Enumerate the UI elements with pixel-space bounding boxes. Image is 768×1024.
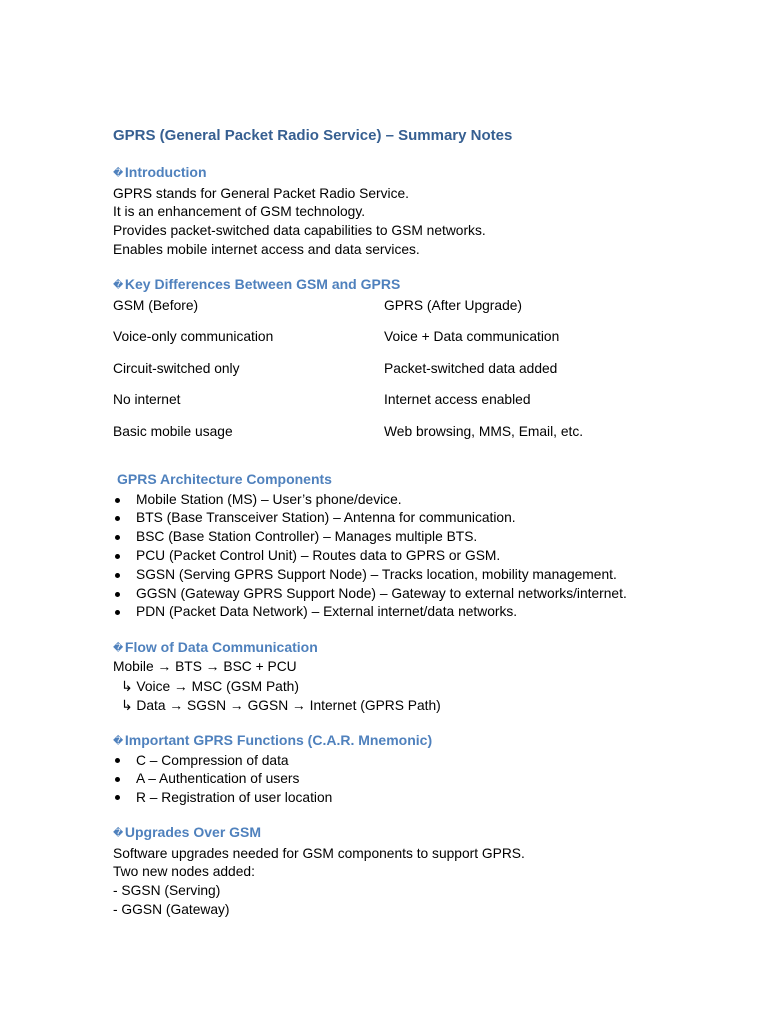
list-item: [113, 603, 733, 622]
missing-glyph-icon: �: [113, 280, 124, 291]
paragraph-line: GPRS stands for General Packet Radio Service.: [113, 185, 409, 201]
section-heading-text: Introduction: [121, 164, 207, 180]
table-header-gsm: GSM (Before): [113, 297, 199, 313]
table-header-row: [113, 297, 733, 329]
list-item: [113, 491, 733, 510]
comparison-table: [113, 297, 733, 455]
section-heading: [113, 822, 733, 842]
bullet-icon: [115, 795, 120, 800]
list-item: [113, 752, 733, 771]
list-item-text: SGSN (Serving GPRS Support Node) – Tracks location, mobility management.: [136, 566, 617, 582]
list-item-text: BSC (Base Station Controller) – Manages multiple BTS.: [136, 529, 478, 545]
list-item: [113, 789, 733, 808]
flow-branch: ↳ Data → SGSN → GGSN → Internet (GPRS Path): [121, 698, 441, 714]
list-item-text: PDN (Packet Data Network) – External internet/data networks.: [136, 604, 518, 620]
bullet-icon: [115, 777, 120, 782]
bullet-icon: [115, 554, 120, 559]
table-cell-gprs: Packet-switched data added: [384, 360, 558, 376]
bullet-list: [113, 752, 733, 808]
missing-glyph-icon: �: [113, 828, 124, 839]
bullet-list: [113, 491, 733, 623]
table-row: [113, 328, 733, 360]
bullet-icon: [115, 758, 120, 763]
section-heading: [113, 637, 733, 657]
bullet-icon: [115, 610, 120, 615]
paragraph-line: Enables mobile internet access and data services.: [113, 241, 420, 257]
paragraph-line: It is an enhancement of GSM technology.: [113, 204, 366, 220]
list-item-text: PCU (Packet Control Unit) – Routes data to GPRS or GSM.: [136, 547, 501, 563]
section-heading-text: GPRS Architecture Components: [117, 471, 332, 487]
bullet-icon: [115, 592, 120, 597]
table-cell-gprs: Web browsing, MMS, Email, etc.: [384, 423, 584, 439]
missing-glyph-icon: �: [113, 168, 124, 179]
missing-glyph-icon: �: [113, 736, 124, 747]
document-title: GPRS (General Packet Radio Service) – Summary Notes: [113, 127, 513, 144]
section-heading: [113, 274, 733, 294]
list-item: [113, 547, 733, 566]
bullet-icon: [115, 535, 120, 540]
section-heading-text: Important GPRS Functions (C.A.R. Mnemonic): [121, 732, 433, 748]
table-cell-gsm: Basic mobile usage: [113, 423, 233, 439]
section-heading-text: Upgrades Over GSM: [121, 824, 262, 840]
list-item-text: A – Authentication of users: [136, 771, 300, 787]
bullet-icon: [115, 498, 120, 503]
missing-glyph-icon: �: [113, 643, 124, 654]
list-item: [113, 566, 733, 585]
flow-path: Mobile → BTS → BSC + PCU: [113, 659, 297, 675]
table-row: [113, 360, 733, 392]
paragraph-line: Provides packet-switched data capabilities to GSM networks.: [113, 222, 486, 238]
paragraph-line: Two new nodes added:: [113, 864, 255, 880]
list-item: [113, 585, 733, 604]
list-item-text: C – Compression of data: [136, 752, 289, 768]
paragraph-line: - GGSN (Gateway): [113, 901, 230, 917]
section-heading: [113, 162, 733, 182]
table-cell-gprs: Internet access enabled: [384, 392, 531, 408]
table-header-gprs: GPRS (After Upgrade): [384, 297, 523, 313]
section-gprs-functions: [113, 730, 733, 807]
flow-branch: ↳ Voice → MSC (GSM Path): [121, 678, 299, 694]
list-item-text: R – Registration of user location: [136, 789, 333, 805]
list-item: [113, 770, 733, 789]
table-cell-gprs: Voice + Data communication: [384, 329, 560, 345]
bullet-icon: [115, 516, 120, 521]
paragraph-line: Software upgrades needed for GSM components to support GPRS.: [113, 845, 525, 861]
section-upgrades: [113, 822, 733, 919]
section-heading-text: Key Differences Between GSM and GPRS: [121, 276, 401, 292]
bullet-icon: [115, 573, 120, 578]
section-heading: [113, 730, 733, 750]
table-cell-gsm: Circuit-switched only: [113, 360, 240, 376]
list-item-text: GGSN (Gateway GPRS Support Node) – Gateway to external networks/internet.: [136, 585, 627, 601]
list-item: [113, 528, 733, 547]
section-data-flow: [113, 637, 733, 716]
section-key-differences: [113, 274, 733, 454]
section-heading-text: Flow of Data Communication: [121, 639, 318, 655]
paragraph-line: - SGSN (Serving): [113, 882, 221, 898]
table-row: [113, 423, 733, 455]
table-row: [113, 391, 733, 423]
list-item-text: BTS (Base Transceiver Station) – Antenna for communication.: [136, 510, 516, 526]
section-architecture-components: [113, 469, 733, 622]
list-item: [113, 509, 733, 528]
section-introduction: [113, 162, 733, 259]
list-item-text: Mobile Station (MS) – User’s phone/device.: [136, 491, 402, 507]
table-cell-gsm: No internet: [113, 392, 181, 408]
section-heading: [113, 469, 733, 489]
table-cell-gsm: Voice-only communication: [113, 329, 274, 345]
